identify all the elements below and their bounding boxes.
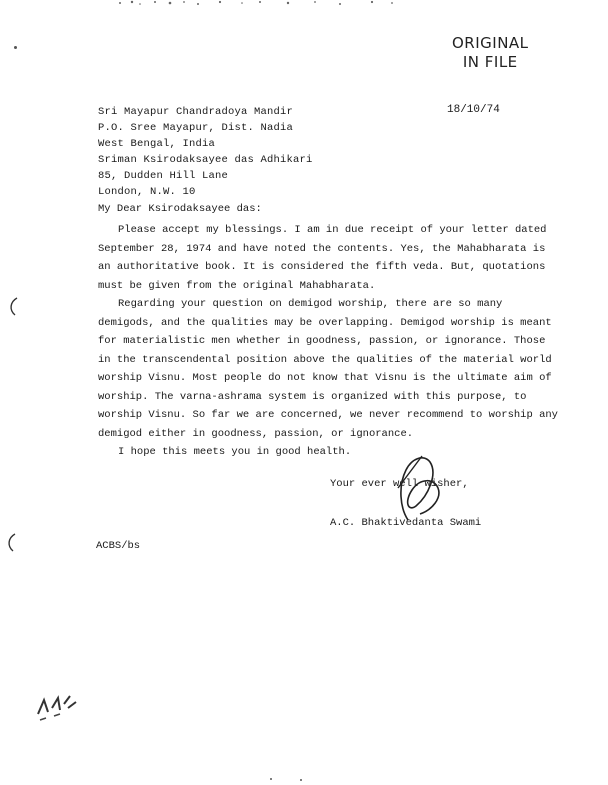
letter-body [98,221,558,462]
signature-mark [378,448,448,528]
reference-initials: ACBS/bs [96,540,141,552]
scan-speck [14,46,17,49]
paragraph-3: I hope this meets you in good health. [118,446,352,458]
sender-line-2: P.O. Sree Mayapur, Dist. Nadia [98,122,294,134]
original-in-file-stamp [452,34,529,72]
recipient-line-3: London, N.W. 10 [98,186,196,198]
stamp-line-1: ORIGINAL [452,34,529,52]
sender-line-1: Sri Mayapur Chandradoya Mandir [98,106,294,118]
stamp-line-2: IN FILE [462,53,518,71]
sender-line-3: West Bengal, India [98,138,216,150]
top-edge-scan-noise [110,0,400,8]
recipient-line-1: Sriman Ksirodaksayee das Adhikari [98,154,313,166]
closing: Your ever well wisher, [330,478,469,490]
scan-speck [300,779,302,781]
margin-mark-lower [4,532,18,554]
margin-mark-upper [6,296,20,318]
scan-speck [270,778,272,780]
recipient-line-2: 85, Dudden Hill Lane [98,170,229,182]
handwritten-scribble [34,688,82,724]
letter-date: 18/10/74 [447,104,500,116]
paragraph-2: Regarding your question on demigod worship, there are so many demigods, and the qualities may be overlapping. Demigod worship is meant for materialistic men whether in goodness, passion, or ignorance. Those in the transcendental position above the qualities of the material world worship Visnu. Most people do not know that Visnu is the ultimate aim of worship. The varna-ashrama system is organized with this purpose, to worship Visnu. So far we are concerned, we never recommend to worship any demigod either in goodness, passion, or ignorance. [98,298,558,440]
signer-name: A.C. Bhaktivedanta Swami [330,517,482,529]
paragraph-1: Please accept my blessings. I am in due receipt of your letter dated September 28, 1974 and have noted the contents. Yes, the Mahabharata is an authoritative book. It is considered the fifth veda. But, quotations must be given from the original Mahabharata. [98,224,547,292]
salutation: My Dear Ksirodaksayee das: [98,203,262,215]
